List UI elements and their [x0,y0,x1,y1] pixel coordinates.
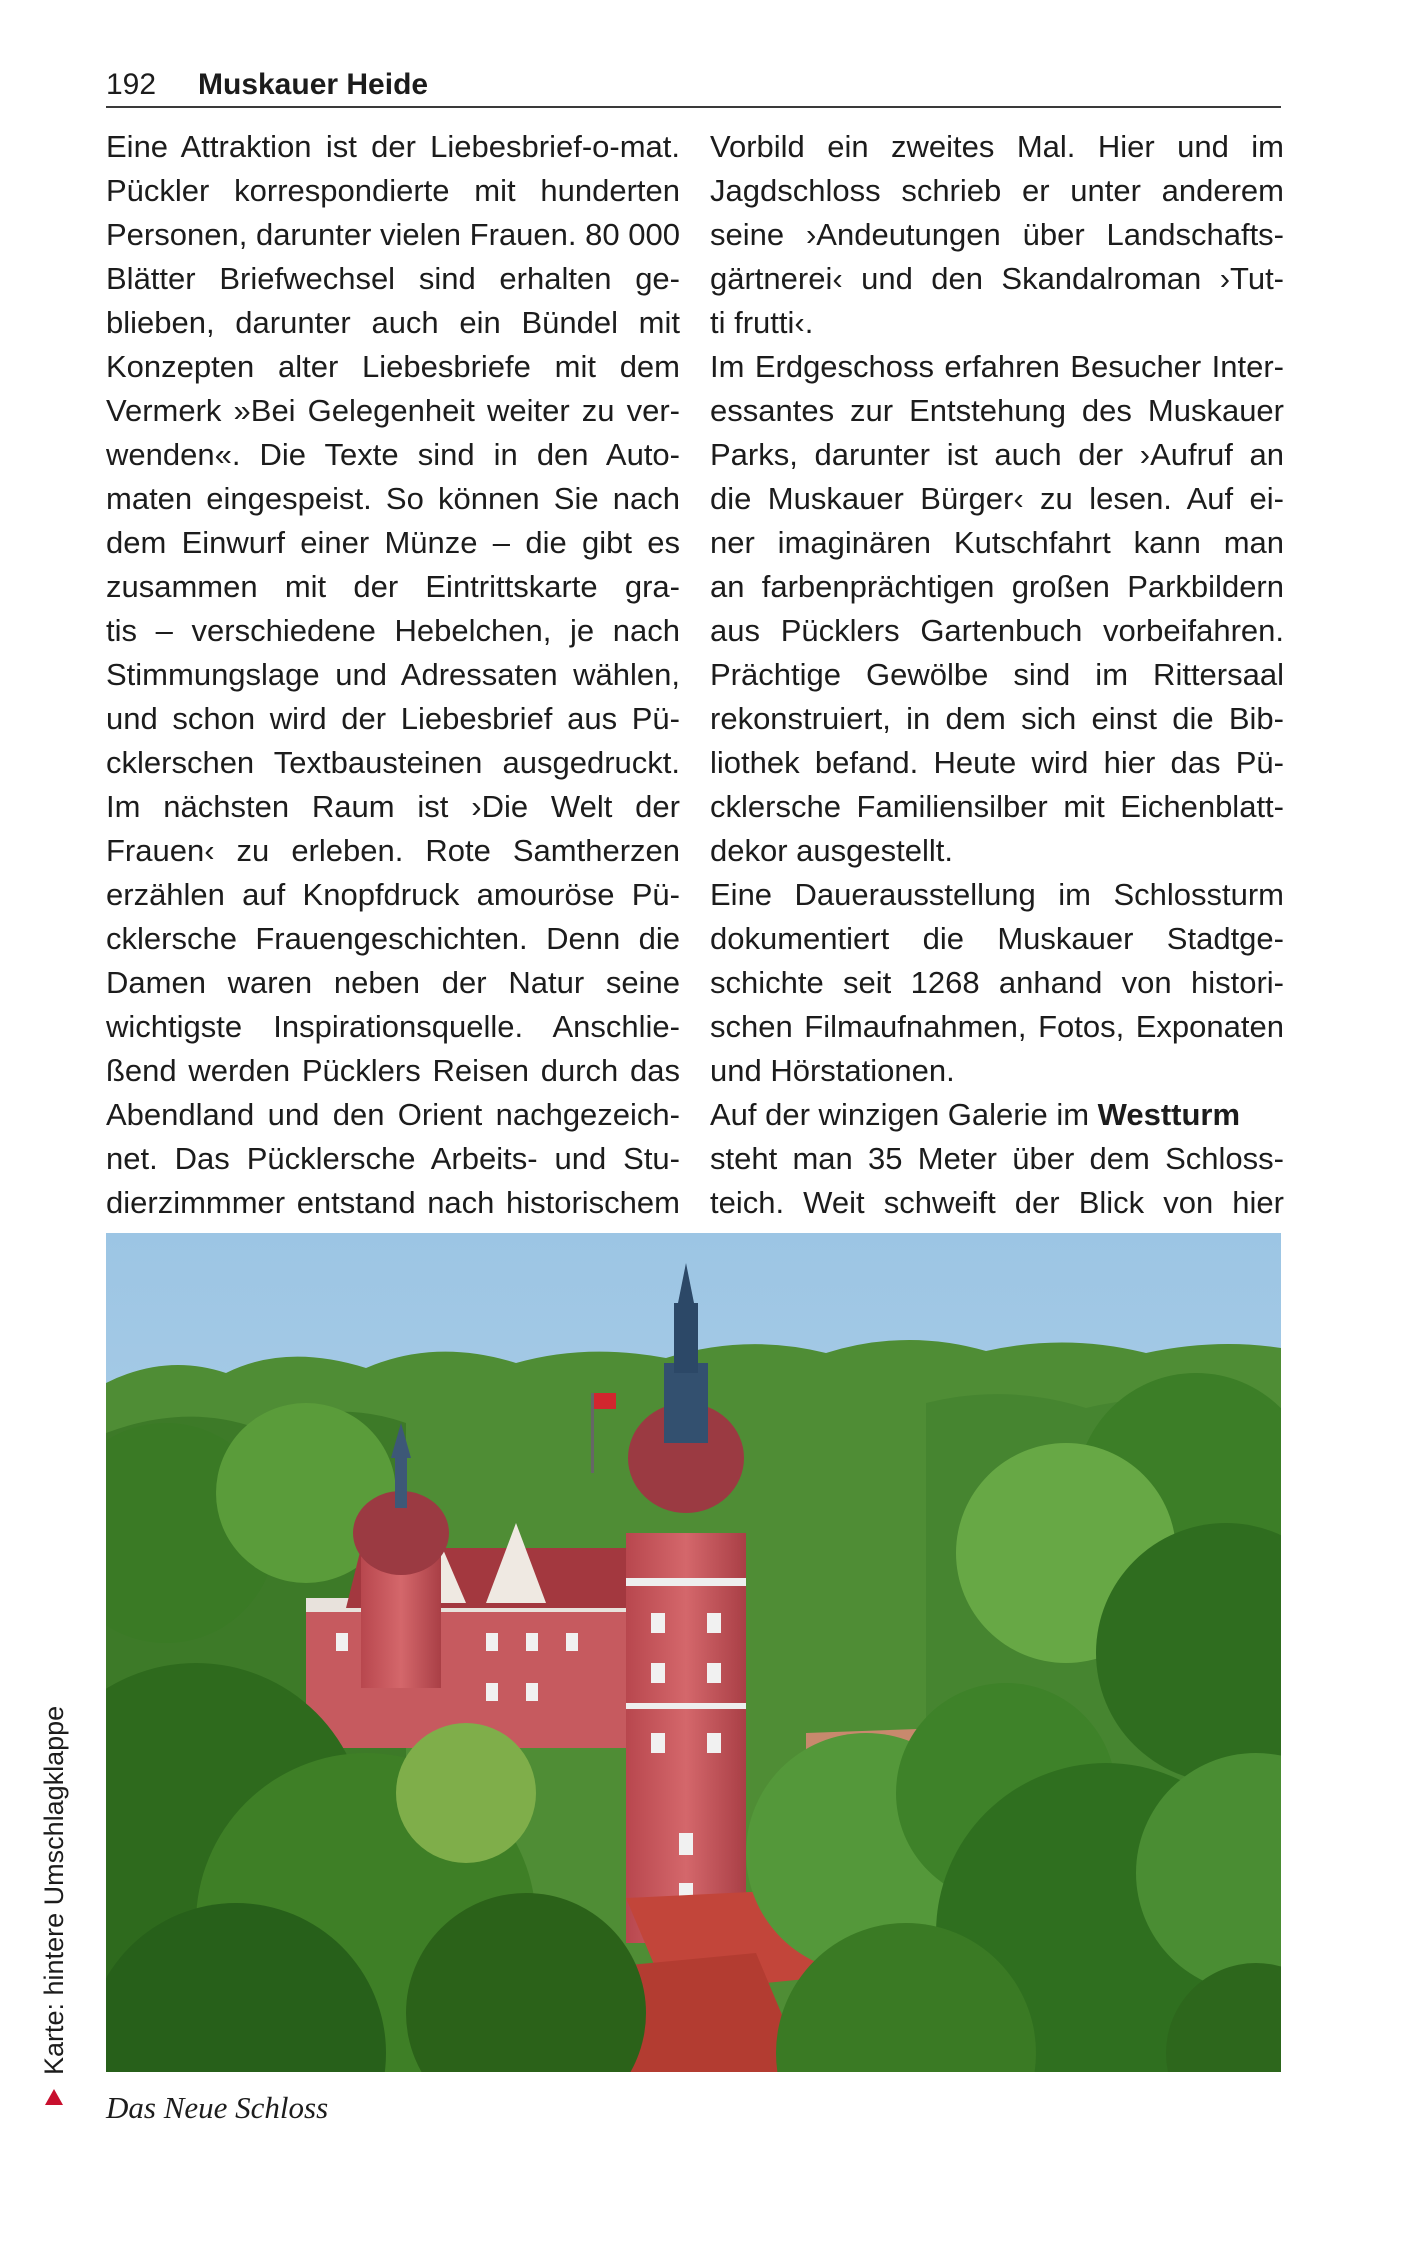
text-fragment: schichte seit 1268 anhand von histori- [710,965,1284,1000]
right-text-line [710,169,1284,213]
right-text-line [710,213,1284,257]
left-text-line [106,301,680,345]
left-text-line [106,697,680,741]
map-reference-text: Karte: hintere Umschlagklappe [38,1705,69,2075]
text-fragment: und Hörstationen. [710,1053,955,1088]
right-text-column [710,125,1284,1225]
left-text-line [106,785,680,829]
right-text-line [710,433,1284,477]
right-text-line [710,917,1284,961]
running-title: Muskauer Heide [198,68,429,101]
text-fragment: Personen, darunter vielen Frauen. 80 000 [106,217,680,252]
castle-photo [106,1233,1281,2072]
right-text-line [710,521,1284,565]
text-fragment: Vermerk »Bei Gelegenheit weiter zu ver- [106,393,680,428]
right-text-line [710,389,1284,433]
text-fragment: dierzimmmer entstand nach historischem [106,1185,680,1220]
left-text-line [106,521,680,565]
text-fragment: an farbenprächtigen großen Parkbildern [710,569,1284,604]
left-text-line [106,1049,680,1093]
text-fragment: ßend werden Pücklers Reisen durch das [106,1053,680,1088]
right-text-line [710,961,1284,1005]
text-fragment: steht man 35 Meter über dem Schloss- [710,1141,1284,1176]
text-fragment: Konzepten alter Liebesbriefe mit dem [106,349,680,384]
text-fragment: rekonstruiert, in dem sich einst die Bib- [710,701,1284,736]
left-text-line [106,125,680,169]
right-text-line [710,829,1284,873]
text-fragment: Blätter Briefwechsel sind erhalten ge- [106,261,680,296]
text-fragment: maten eingespeist. So können Sie nach [106,481,680,516]
text-fragment: Eine Dauerausstellung im Schlossturm [710,877,1284,912]
text-fragment: dekor ausgestellt. [710,833,953,868]
text-fragment: zusammen mit der Eintrittskarte gra- [106,569,680,604]
text-fragment: Frauen‹ zu erleben. Rote Samtherzen [106,833,680,868]
text-fragment: net. Das Pücklersche Arbeits- und Stu- [106,1141,680,1176]
text-fragment: cklerschen Textbausteinen ausgedruckt. [106,745,680,780]
right-text-line [710,1181,1284,1225]
text-fragment: Stimmungslage und Adressaten wählen, [106,657,680,692]
text-fragment: Eine Attraktion ist der Liebesbrief-o-mat. [106,129,680,164]
left-text-line [106,213,680,257]
text-fragment: Pückler korrespondierte mit hunderten [106,173,680,208]
left-text-line [106,917,680,961]
text-fragment: aus Pücklers Gartenbuch vorbeifahren. [710,613,1284,648]
text-fragment: teich. Weit schweift der Blick von hier [710,1185,1284,1220]
right-text-line [710,1005,1284,1049]
left-text-column [106,125,680,1225]
text-fragment: wenden«. Die Texte sind in den Auto- [106,437,680,472]
right-text-line [710,1093,1284,1137]
page-number: 192 [106,68,157,101]
left-text-line [106,653,680,697]
text-fragment: tis – verschiedene Hebelchen, je nach [106,613,680,648]
right-text-line [710,873,1284,917]
right-text-line [710,257,1284,301]
bold-term: Westturm [1097,1097,1241,1132]
text-fragment: Vorbild ein zweites Mal. Hier und im [710,129,1284,164]
left-text-line [106,829,680,873]
right-text-line [710,785,1284,829]
text-fragment: liothek befand. Heute wird hier das Pü- [710,745,1284,780]
right-text-line [710,301,1284,345]
text-fragment: Damen waren neben der Natur seine [106,965,680,1000]
running-header [106,66,1281,108]
right-text-line [710,609,1284,653]
left-text-line [106,565,680,609]
text-fragment: und schon wird der Liebesbrief aus Pü- [106,701,680,736]
text-fragment: gärtnerei‹ und den Skandalroman ›Tut- [710,261,1284,296]
text-fragment: cklersche Frauengeschichten. Denn die [106,921,680,956]
text-fragment: dokumentiert die Muskauer Stadtge- [710,921,1284,956]
right-text-line [710,1137,1284,1181]
right-text-line [710,477,1284,521]
text-fragment: Abendland und den Orient nachgezeich- [106,1097,680,1132]
text-fragment: ner imaginären Kutschfahrt kann man [710,525,1284,560]
text-fragment: cklersche Familiensilber mit Eichenblatt- [710,789,1284,824]
text-fragment: Parks, darunter ist auch der ›Aufruf an [710,437,1284,472]
left-text-line [106,389,680,433]
right-text-line [710,697,1284,741]
right-text-line [710,653,1284,697]
triangle-marker-icon [45,2089,63,2105]
text-fragment: Auf der winzigen Galerie im [710,1097,1098,1132]
text-fragment: wichtigste Inspirationsquelle. Anschlie- [106,1009,680,1044]
left-text-line [106,433,680,477]
text-fragment: blieben, darunter auch ein Bündel mit [106,305,680,340]
left-text-line [106,345,680,389]
text-fragment: Im Erdgeschoss erfahren Besucher Inter- [710,349,1284,384]
left-text-line [106,477,680,521]
map-reference [34,1505,74,2105]
left-text-line [106,1181,680,1225]
figure-caption: Das Neue Schloss [106,2090,329,2125]
right-text-line [710,345,1284,389]
left-text-line [106,1093,680,1137]
text-fragment: schen Filmaufnahmen, Fotos, Exponaten [710,1009,1284,1044]
left-text-line [106,1137,680,1181]
text-fragment: die Muskauer Bürger‹ zu lesen. Auf ei- [710,481,1284,516]
left-text-line [106,609,680,653]
text-fragment: Im nächsten Raum ist ›Die Welt der [106,789,680,824]
left-text-line [106,257,680,301]
left-text-line [106,961,680,1005]
right-text-line [710,741,1284,785]
left-text-line [106,169,680,213]
text-fragment: ti frutti‹. [710,305,814,340]
right-text-line [710,125,1284,169]
right-text-line [710,1049,1284,1093]
right-text-line [710,565,1284,609]
left-text-line [106,1005,680,1049]
text-fragment: seine ›Andeutungen über Landschafts- [710,217,1284,252]
text-fragment: Prächtige Gewölbe sind im Rittersaal [710,657,1284,692]
text-fragment: Jagdschloss schrieb er unter anderem [710,173,1284,208]
text-fragment: dem Einwurf einer Münze – die gibt es [106,525,680,560]
left-text-line [106,873,680,917]
left-text-line [106,741,680,785]
text-fragment: essantes zur Entstehung des Muskauer [710,393,1284,428]
text-fragment: erzählen auf Knopfdruck amouröse Pü- [106,877,680,912]
